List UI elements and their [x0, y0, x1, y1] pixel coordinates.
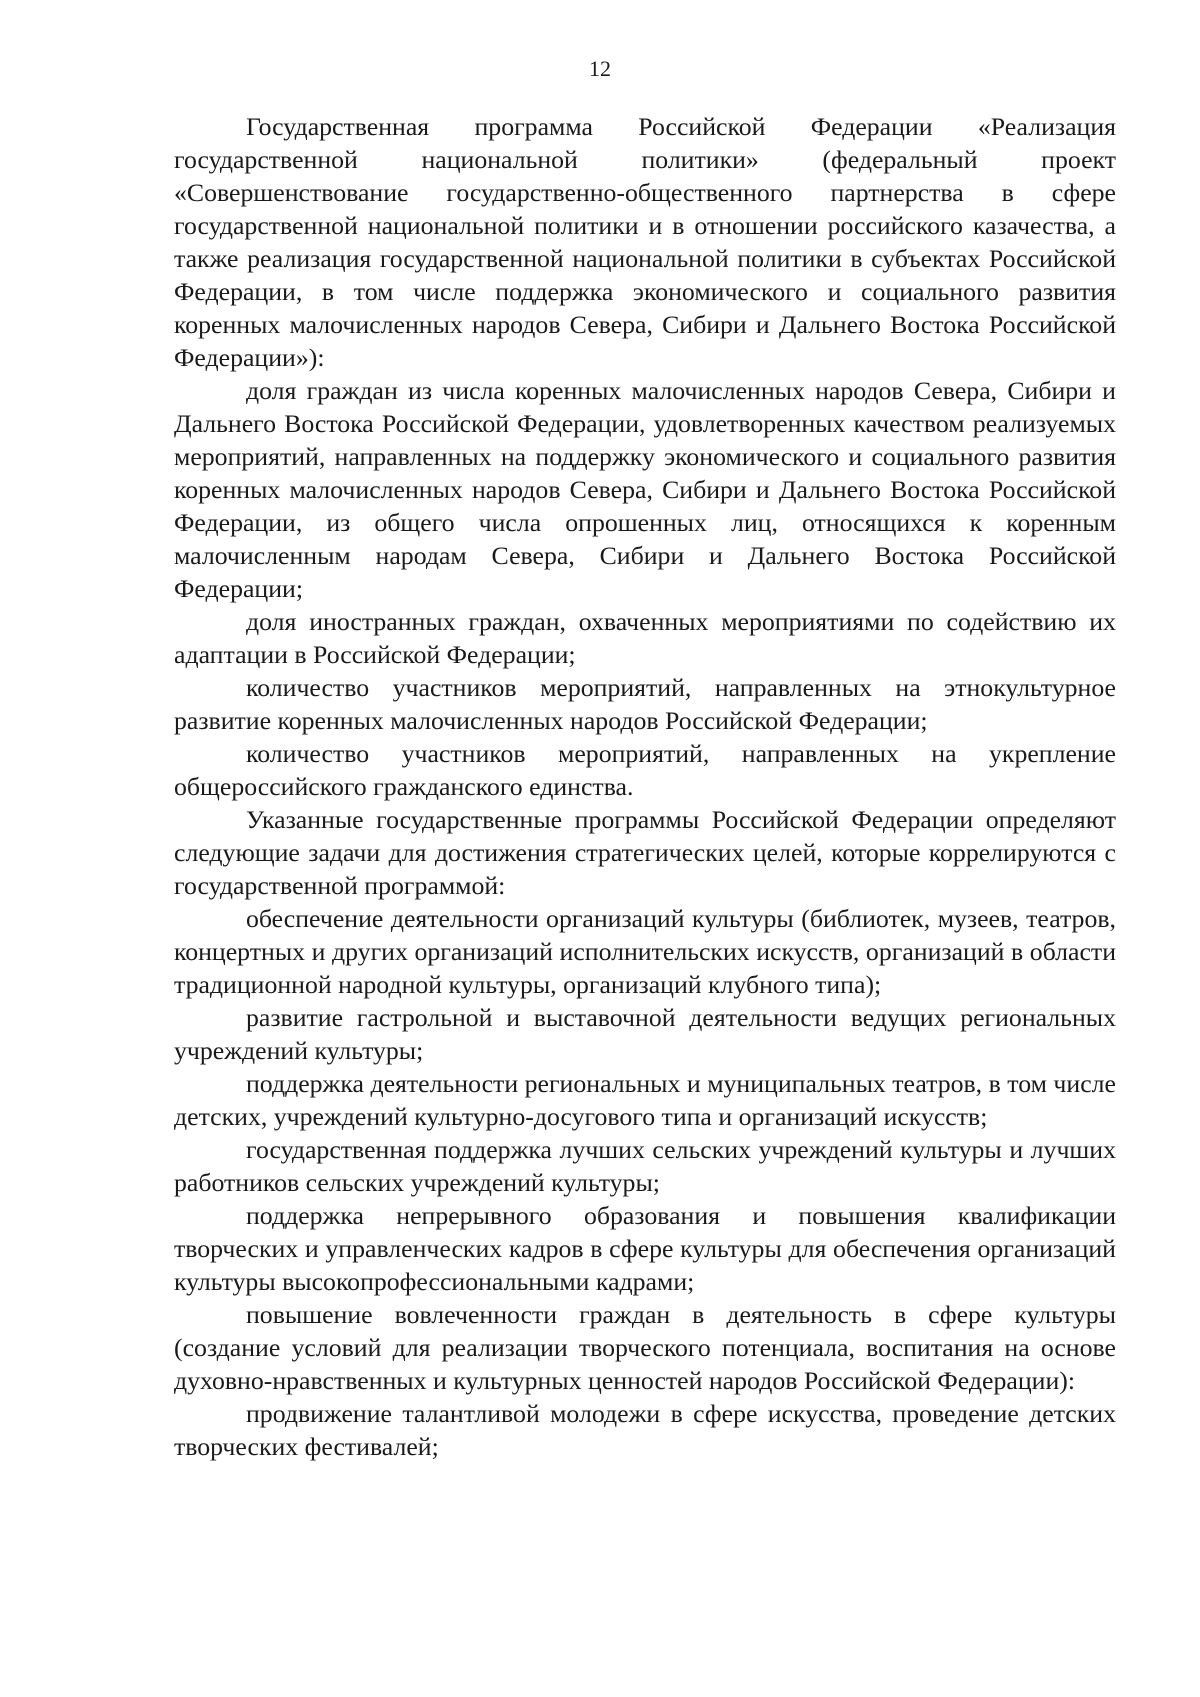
paragraph-task-education: поддержка непрерывного образования и повышения квалификации творческих и управленческих кадров в сфере культуры для обеспечения организаций культуры высокопрофессиональными кадрами; [174, 1201, 1116, 1296]
paragraph-indicator-unity: количество участников мероприятий, направленных на укрепление общероссийского гражданского единства. [174, 739, 1116, 801]
paragraph-indicator-satisfaction: доля граждан из числа коренных малочисленных народов Севера, Сибири и Дальнего Востока Российской Федерации, удовлетворенных качеством реализуемых мероприятий, направленных на поддержку экономического и социального развития коренных малочисленных народов Севера, Сибири и Дальнего Востока Российской Федерации, из общего числа опрошенных лиц, относящихся к коренным малочисленным народам Севера, Сибири и Дальнего Востока Российской Федерации; [174, 376, 1116, 603]
page-number: 12 [589, 56, 611, 81]
paragraph-task-engagement: повышение вовлеченности граждан в деятельность в сфере культуры (создание условий для реализации творческого потенциала, воспитания на основе духовно-нравственных и культурных ценностей народов Российской Федерации): [174, 1300, 1116, 1395]
paragraph-task-theatres: поддержка деятельности региональных и муниципальных театров, в том числе детских, учреждений культурно-досугового типа и организаций искусств; [174, 1069, 1116, 1131]
paragraph-indicator-ethnocultural: количество участников мероприятий, направленных на этнокультурное развитие коренных малочисленных народов Российской Федерации; [174, 673, 1116, 735]
paragraph-task-youth: продвижение талантливой молодежи в сфере искусства, проведение детских творческих фестивалей; [174, 1399, 1116, 1461]
paragraph-program-intro: Государственная программа Российской Федерации «Реализация государственной национальной политики» (федеральный проект «Совершенствование государственно-общественного партнерства в сфере государственной национальной политики и в отношении российского казачества, а также реализация государственной национальной политики в субъектах Российской Федерации, в том числе поддержка экономического и социального развития коренных малочисленных народов Севера, Сибири и Дальнего Востока Российской Федерации»): [174, 112, 1116, 372]
paragraph-task-rural: государственная поддержка лучших сельских учреждений культуры и лучших работников сельских учреждений культуры; [174, 1135, 1116, 1197]
paragraph-tasks-intro: Указанные государственные программы Российской Федерации определяют следующие задачи для достижения стратегических целей, которые коррелируются с государственной программой: [174, 805, 1116, 900]
document-body [174, 110, 1116, 1463]
paragraph-task-touring: развитие гастрольной и выставочной деятельности ведущих региональных учреждений культуры; [174, 1003, 1116, 1065]
paragraph-task-organizations: обеспечение деятельности организаций культуры (библиотек, музеев, театров, концертных и других организаций исполнительских искусств, организаций в области традиционной народной культуры, организаций клубного типа); [174, 904, 1116, 999]
paragraph-indicator-foreign-citizens: доля иностранных граждан, охваченных мероприятиями по содействию их адаптации в Российской Федерации; [174, 607, 1116, 669]
